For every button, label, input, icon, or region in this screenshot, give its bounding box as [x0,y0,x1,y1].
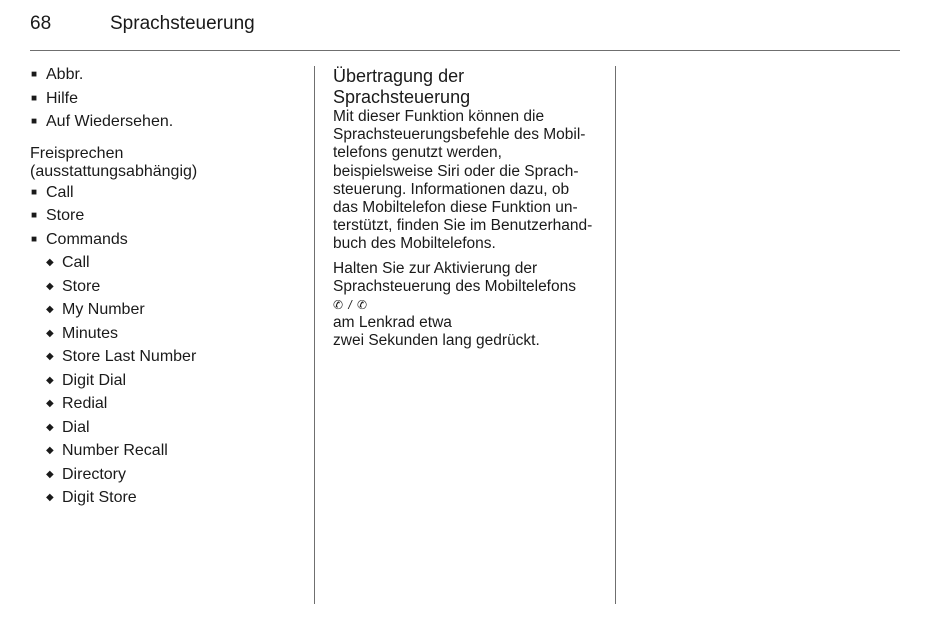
square-bullet-icon: ■ [31,233,38,245]
diamond-bullet-icon: ◆ [46,492,54,503]
diamond-bullet-icon: ◆ [46,374,54,386]
paragraph-line: steuerung. Informationen dazu, ob [333,180,570,198]
list-item-label: Abbr. [46,66,84,83]
list-item [30,347,310,371]
list-item-label: Minutes [62,324,119,342]
paragraph-line: beispielsweise Siri oder die Sprach- [333,162,579,180]
section-heading [333,66,608,108]
left-column [30,65,310,512]
paragraph-line: terstützt, finden Sie im Benutzerhand- [333,217,593,235]
column-divider [615,66,616,604]
heading-line: Übertragung der [333,66,465,86]
square-bullet-icon: ■ [31,69,38,80]
paragraph-line: das Mobiltelefon diese Funktion un- [333,199,578,217]
paragraph-line: telefons genutzt werden, [333,144,502,162]
list-item-label: Hilfe [46,89,79,107]
instruction-paragraph [333,260,608,351]
list-item [30,441,310,465]
paragraph-text: am Lenkrad etwa [333,314,452,332]
square-bullet-icon: ■ [31,210,38,221]
list-item [30,112,310,136]
middle-column [333,66,608,351]
list-item [30,465,310,489]
diamond-bullet-icon: ◆ [46,398,54,409]
page-header [30,10,900,51]
list-item-label: Digit Dial [62,371,127,389]
paragraph-line: zwei Sekunden lang gedrückt. [333,332,540,350]
page-title: Sprachsteuerung [110,13,255,34]
list-item [30,253,310,277]
list-item-label: Redial [62,395,108,412]
diamond-bullet-icon: ◆ [46,445,54,456]
list-item [30,277,310,301]
square-bullet-icon: ■ [31,116,38,127]
list-item [30,230,310,254]
handsfree-commands-list [30,183,310,254]
paragraph-line: Halten Sie zur Aktivierung der [333,259,538,277]
section-label-line: Freisprechen [30,144,124,162]
diamond-bullet-icon: ◆ [46,421,54,433]
paragraph-line: Mit dieser Funktion können die [333,108,545,125]
list-item [30,183,310,207]
list-item [30,324,310,348]
list-item-label: My Number [62,301,145,318]
list-item-label: Directory [62,465,127,483]
diamond-bullet-icon: ◆ [46,257,54,268]
handsfree-section-label [30,145,310,181]
list-item-label: Auf Wiedersehen. [46,113,174,130]
list-item-label: Store [46,207,85,224]
square-bullet-icon: ■ [31,186,38,198]
list-item-label: Call [62,254,90,271]
description-paragraph [333,108,608,254]
diamond-bullet-icon: ◆ [46,468,54,480]
column-divider [314,66,315,604]
paragraph-line: Sprachsteuerung des Mobiltelefons [333,277,576,295]
list-item [30,371,310,395]
list-item [30,394,310,418]
list-item-label: Number Recall [62,442,168,459]
paragraph-line: buch des Mobiltelefons. [333,235,496,253]
section-label-line: (ausstattungsabhängig) [30,162,198,180]
page-number: 68 [30,13,52,34]
diamond-bullet-icon: ◆ [46,280,54,292]
list-item-label: Call [46,183,74,201]
diamond-bullet-icon: ◆ [46,304,54,315]
list-item [30,206,310,230]
general-commands-list [30,65,310,136]
list-item [30,89,310,113]
list-item-label: Commands [46,230,128,248]
list-item-label: Store [62,277,101,295]
phone-voice-icon: ✆ / ✆ [333,298,369,313]
list-item [30,488,310,512]
diamond-bullet-icon: ◆ [46,327,54,339]
list-item [30,65,310,89]
list-item-label: Dial [62,418,90,436]
commands-sub-list [30,253,310,512]
list-item-label: Store Last Number [62,348,197,365]
paragraph-line: Sprachsteuerungsbefehle des Mobil- [333,126,586,144]
list-item-label: Digit Store [62,489,137,506]
list-item [30,418,310,442]
square-bullet-icon: ■ [31,92,38,104]
diamond-bullet-icon: ◆ [46,351,54,362]
paragraph-line [333,296,608,332]
heading-line: Sprachsteuerung [333,87,471,107]
list-item [30,300,310,324]
